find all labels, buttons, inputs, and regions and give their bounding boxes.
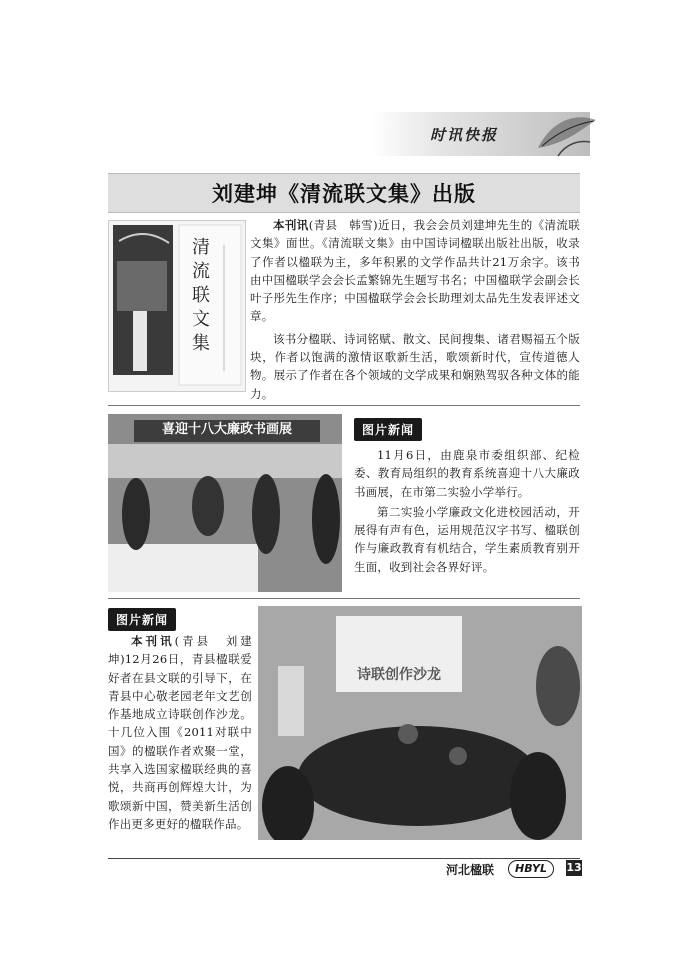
photo-news2-body xyxy=(108,632,252,833)
photo-news-tag: 图片新闻 xyxy=(354,418,422,441)
article1-body xyxy=(250,216,580,403)
photo-news2-text: 12月26日，青县楹联爱好者在县文联的引导下，在青县中心敬老园老年文艺创作基地成立诗联创作沙龙。十几位入围《2011对联中国》的楹联作者欢聚一堂，共享入选国家楹联经典的喜悦，共商再创辉煌大计，为歌颂新中国，赞美新生活创作出更多更好的楹联作品。 xyxy=(108,652,252,831)
article1-para2: 该书分楹联、诗词铭赋、散文、民间搜集、诸君赐福五个版块，作者以饱满的激情讴歌新生活，歌颂新时代，宣传道德人物。展示了作者在各个领域的文学成果和娴熟驾驭各种文体的能力。 xyxy=(250,331,580,401)
article-title: 刘建坤《清流联文集》出版 xyxy=(212,182,476,206)
leaf-decoration-icon xyxy=(528,108,600,160)
article1-para1 xyxy=(250,216,580,326)
divider xyxy=(108,405,580,406)
para1-text: 近日，我会会员刘建坤先生的《清流联文集》面世。《清流联文集》由中国诗词楹联出版社出版，收录了作者以楹联为主，多年积累的文学作品共计21万余字。该书由中国楹联学会会长孟繁锦先生题写书名；中国楹联学会副会长叶子彤先生作序；中国楹联学会会长助理刘太品先生发表评述文章。 xyxy=(250,218,581,324)
photo-news1-body xyxy=(354,446,580,576)
byline: (青县 刘建坤) xyxy=(108,634,253,667)
magazine-name: 河北楹联 xyxy=(446,863,495,877)
photo-news-tag: 图片新闻 xyxy=(108,608,176,631)
footer-rule xyxy=(108,858,580,859)
exhibit-banner: 喜迎十八大廉政书画展 xyxy=(161,422,292,437)
exhibition-photo xyxy=(108,414,342,592)
book-cover-photo xyxy=(108,220,246,392)
lead-bold: 本刊讯 xyxy=(273,218,309,232)
byline: (青县 韩雪) xyxy=(308,218,378,232)
photo-news1-para2: 第二实验小学廉政文化进校园活动，开展得有声有色，运用规范汉字书写、楹联创作与廉政教育有机结合，学生素质教育别开生面，收到社会各界好评。 xyxy=(354,504,580,574)
lead-bold: 本刊讯 xyxy=(131,634,175,648)
divider xyxy=(108,598,580,599)
page-number: 13 xyxy=(566,861,582,874)
photo-news1-para1: 11月6日，由鹿泉市委组织部、纪检委、教育局组织的教育系统喜迎十八大廉政书画展，在市第二实验小学举行。 xyxy=(354,448,580,499)
salon-screen-text: 诗联创作沙龙 xyxy=(357,667,441,683)
book-cover-title: 清流联文集 xyxy=(192,237,210,354)
salon-meeting-photo xyxy=(258,606,582,840)
section-label: 时讯快报 xyxy=(430,126,499,144)
magazine-code: HBYL xyxy=(508,860,554,878)
